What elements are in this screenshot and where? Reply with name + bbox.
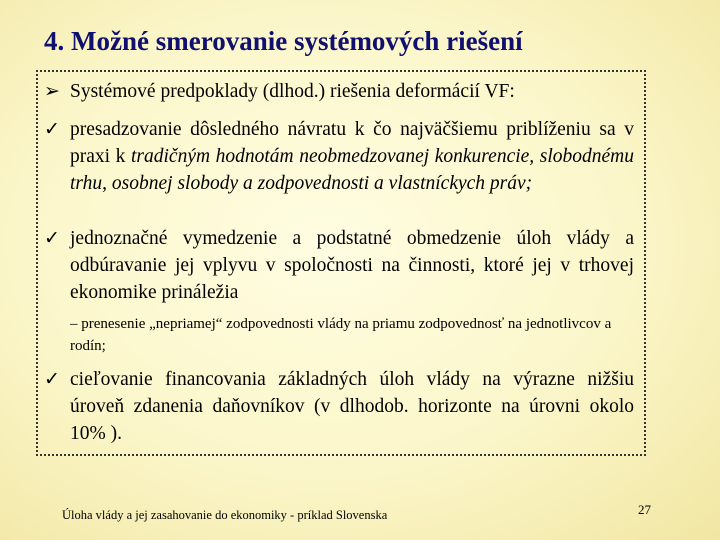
bullet-item-1-plain: presadzovanie dôsledného návratu k čo najväčšiemu priblíženiu sa v praxi k — [70, 119, 634, 167]
footer-text: Úloha vlády a jej zasahovanie do ekonomiky - príklad Slovenska — [62, 508, 388, 522]
bullet-item-1-italic: tradičným hodnotám neobmedzovanej konkurencie, slobodnému trhu, osobnej slobody a zodpovednosti a vlastníckych práv; — [70, 146, 634, 194]
intro-text: Systémové predpoklady (dlhod.) riešenia deformácií VF: — [70, 81, 515, 102]
checkmark-icon: ✓ — [44, 119, 60, 140]
checkmark-icon: ✓ — [44, 369, 60, 390]
checkmark-icon: ✓ — [44, 228, 60, 249]
bullet-item-1 — [70, 116, 634, 197]
arrow-bullet-icon: ➢ — [44, 81, 60, 102]
bullet-item-3: cieľovanie financovania základných úloh vlády na výrazne nižšiu úroveň zdanenia daňovníkov (v dlhodob. horizonte na úrovni okolo 10% ). — [70, 369, 634, 444]
sub-note: – prenesenie „nepriamej“ zodpovednosti vlády na priamu zodpovednosť na jednotlivcov a rodín; — [70, 316, 612, 354]
page-number: 27 — [638, 502, 651, 517]
slide-title: 4. Možné smerovanie systémových riešení — [44, 26, 523, 56]
bullet-item-2: jednoznačné vymedzenie a podstatné obmedzenie úloh vlády a odbúravanie jej vplyvu v spoločnosti na činnosti, ktoré jej v trhovej ekonomike prináležia — [70, 228, 634, 303]
